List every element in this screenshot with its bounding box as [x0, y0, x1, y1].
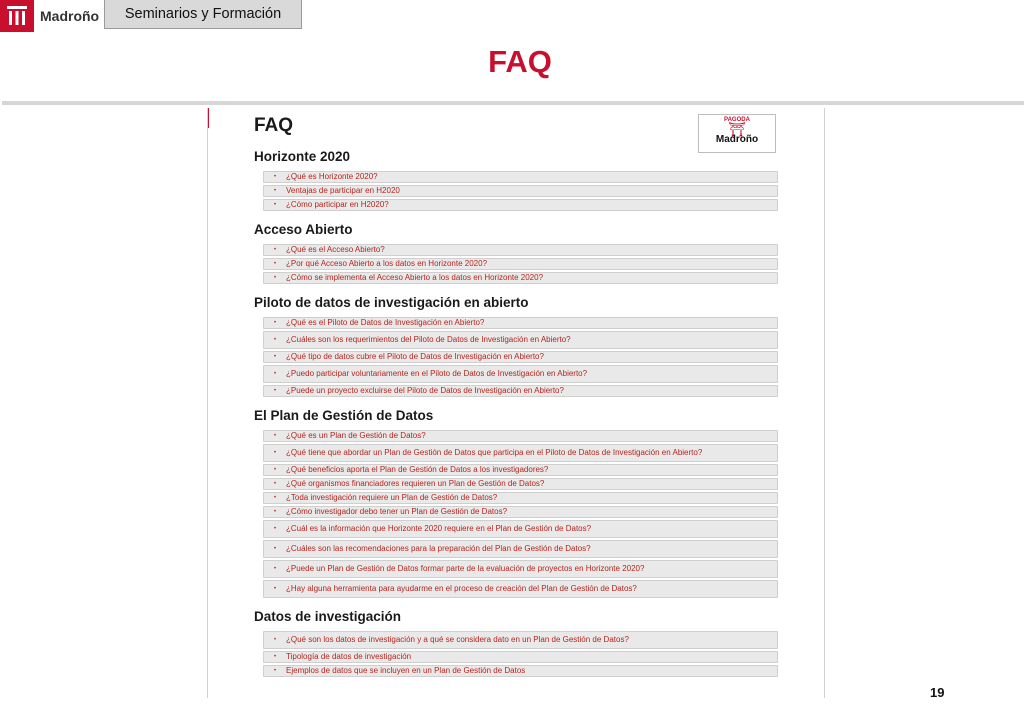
bullet-icon: • — [273, 495, 277, 501]
columns-icon — [5, 5, 29, 27]
section-title: Datos de investigación — [254, 609, 402, 624]
faq-link[interactable] — [263, 351, 778, 363]
faq-question: ¿Qué organismos financiadores requieren un Plan de Gestión de Datos? — [286, 479, 545, 488]
faq-sections — [254, 148, 778, 687]
faq-question: ¿Hay alguna herramienta para ayudarme en el proceso de creación del Plan de Gestión de Datos? — [286, 584, 637, 593]
bullet-icon: • — [273, 388, 277, 394]
section-title: Piloto de datos de investigación en abierto — [254, 295, 529, 310]
bullet-icon: • — [273, 371, 277, 377]
bullet-icon: • — [273, 526, 277, 532]
faq-question: ¿Cuál es la información que Horizonte 2020 requiere en el Plan de Gestión de Datos? — [286, 524, 592, 533]
faq-link[interactable] — [263, 540, 778, 558]
slide-title: FAQ — [488, 44, 552, 79]
faq-link[interactable] — [263, 331, 778, 349]
pagoda-icon: ⛩ — [728, 121, 746, 137]
bullet-icon: • — [273, 481, 277, 487]
faq-link[interactable] — [263, 199, 778, 211]
faq-question: ¿Toda investigación requiere un Plan de Gestión de Datos? — [286, 493, 498, 502]
faq-section — [254, 608, 778, 677]
faq-link[interactable] — [263, 244, 778, 256]
faq-question: ¿Cómo se implementa el Acceso Abierto a los datos en Horizonte 2020? — [286, 273, 544, 282]
faq-question: ¿Puede un Plan de Gestión de Datos formar parte de la evaluación de proyectos en Horizonte 2020? — [286, 564, 645, 573]
bullet-icon: • — [273, 275, 277, 281]
faq-link[interactable] — [263, 385, 778, 397]
faq-question: ¿Qué beneficios aporta el Plan de Gestión de Datos a los investigadores? — [286, 465, 549, 474]
faq-document — [207, 108, 825, 698]
bullet-icon: • — [273, 546, 277, 552]
faq-link[interactable] — [263, 365, 778, 383]
faq-question: ¿Qué es el Acceso Abierto? — [286, 245, 385, 254]
faq-link[interactable] — [263, 430, 778, 442]
badge-top-label: PAGODA — [724, 117, 750, 123]
brand-name: Madroño — [40, 8, 100, 24]
faq-link[interactable] — [263, 580, 778, 598]
bullet-icon: • — [273, 566, 277, 572]
faq-question: ¿Qué es el Piloto de Datos de Investigación en Abierto? — [286, 318, 485, 327]
faq-question: ¿Cuáles son los requerimientos del Piloto de Datos de Investigación en Abierto? — [286, 335, 571, 344]
faq-section — [254, 407, 778, 598]
madrono-logo — [0, 0, 34, 32]
faq-question: ¿Qué son los datos de investigación y a qué se considera dato en un Plan de Gestión de Datos? — [286, 635, 629, 644]
faq-question: ¿Cuáles son las recomendaciones para la preparación del Plan de Gestión de Datos? — [286, 544, 591, 553]
faq-question: ¿Qué es Horizonte 2020? — [286, 172, 378, 181]
faq-link[interactable] — [263, 272, 778, 284]
faq-link[interactable] — [263, 258, 778, 270]
faq-question: Ejemplos de datos que se incluyen en un Plan de Gestión de Datos — [286, 666, 526, 675]
faq-question: ¿Qué es un Plan de Gestión de Datos? — [286, 431, 426, 440]
faq-link[interactable] — [263, 665, 778, 677]
section-title: Acceso Abierto — [254, 222, 353, 237]
faq-question: ¿Por qué Acceso Abierto a los datos en Horizonte 2020? — [286, 259, 488, 268]
section-title: Horizonte 2020 — [254, 149, 351, 164]
section-title: El Plan de Gestión de Datos — [254, 408, 434, 423]
faq-question: Tipología de datos de investigación — [286, 652, 412, 661]
faq-question: ¿Puedo participar voluntariamente en el Piloto de Datos de Investigación en Abierto? — [286, 369, 588, 378]
doc-title: FAQ — [254, 115, 294, 136]
faq-link[interactable] — [263, 520, 778, 538]
badge-name: Madroño — [715, 134, 759, 145]
faq-question: ¿Cómo investigador debo tener un Plan de Gestión de Datos? — [286, 507, 508, 516]
doc-accent-bar — [207, 108, 209, 128]
bullet-icon: • — [273, 433, 277, 439]
header-divider — [2, 101, 1024, 105]
faq-question: ¿Qué tipo de datos cubre el Piloto de Datos de Investigación en Abierto? — [286, 352, 544, 361]
faq-link[interactable] — [263, 560, 778, 578]
faq-link[interactable] — [263, 492, 778, 504]
bullet-icon: • — [273, 654, 277, 660]
faq-question: ¿Cómo participar en H2020? — [286, 200, 389, 209]
bullet-icon: • — [273, 668, 277, 674]
bullet-icon: • — [273, 202, 277, 208]
faq-link[interactable] — [263, 631, 778, 649]
faq-question: ¿Puede un proyecto excluirse del Piloto de Datos de Investigación en Abierto? — [286, 386, 564, 395]
bullet-icon: • — [273, 320, 277, 326]
faq-link[interactable] — [263, 651, 778, 663]
faq-section — [254, 294, 778, 397]
bullet-icon: • — [273, 337, 277, 343]
faq-link[interactable] — [263, 171, 778, 183]
bullet-icon: • — [273, 450, 277, 456]
faq-section — [254, 148, 778, 211]
faq-link[interactable] — [263, 506, 778, 518]
faq-question: ¿Qué tiene que abordar un Plan de Gestión de Datos que participa en el Piloto de Datos de Investigación en Abierto? — [286, 448, 703, 457]
faq-link[interactable] — [263, 478, 778, 490]
bullet-icon: • — [273, 586, 277, 592]
faq-section — [254, 221, 778, 284]
bullet-icon: • — [273, 467, 277, 473]
faq-link[interactable] — [263, 317, 778, 329]
bullet-icon: • — [273, 247, 277, 253]
bullet-icon: • — [273, 354, 277, 360]
faq-link[interactable] — [263, 185, 778, 197]
bullet-icon: • — [273, 174, 277, 180]
bullet-icon: • — [273, 261, 277, 267]
faq-link[interactable] — [263, 464, 778, 476]
bullet-icon: • — [273, 188, 277, 194]
bullet-icon: • — [273, 509, 277, 515]
bullet-icon: • — [273, 637, 277, 643]
page-number: 19 — [930, 685, 945, 700]
section-tab: Seminarios y Formación — [104, 0, 302, 29]
faq-link[interactable] — [263, 444, 778, 462]
faq-question: Ventajas de participar en H2020 — [286, 186, 400, 195]
